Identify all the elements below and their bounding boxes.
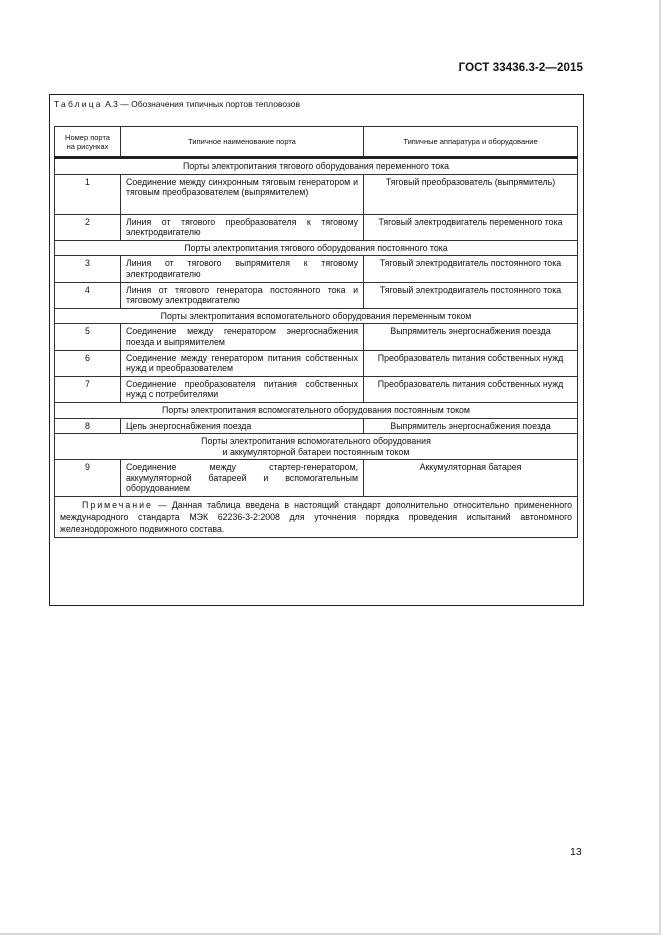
port-equipment: Тяговый электродвигатель переменного тока: [364, 214, 578, 240]
port-name: Линия от тягового генератора постоянного тока и тяговому электродвигателю: [121, 282, 364, 308]
table-caption-label: Таблица: [54, 99, 103, 109]
port-number: 3: [55, 256, 121, 282]
page-number: 13: [570, 846, 582, 858]
port-name: Линия от тягового преобразователя к тяговому электродвигателю: [121, 214, 364, 240]
port-number: 5: [55, 324, 121, 350]
note-text: — Данная таблица введена в настоящий стандарт дополнительно относительно примененного международного стандарта МЭК 62236-3-2:2008 для уточнения порядка проведения испытаний автономного железнодорожного подвижного состава.: [60, 500, 572, 535]
section-row: [55, 158, 578, 175]
port-equipment: Выпрямитель энергоснабжения поезда: [364, 324, 578, 350]
section-title: Порты электропитания тягового оборудования постоянного тока: [55, 240, 578, 256]
port-name: Соединение между генератором энергоснабжения поезда и выпрямителем: [121, 324, 364, 350]
port-name: Соединение между стартер-генератором, аккумуляторной батареей и вспомогательным оборудованием: [121, 460, 364, 497]
section-row: [55, 402, 578, 418]
section-title: Порты электропитания вспомогательного оборудования постоянным током: [55, 402, 578, 418]
table-caption-text: А.3 — Обозначения типичных портов тепловозов: [105, 99, 301, 109]
table-row: [55, 174, 578, 214]
port-equipment: Тяговый электродвигатель постоянного тока: [364, 256, 578, 282]
port-equipment: Выпрямитель энергоснабжения поезда: [364, 418, 578, 434]
table-row: [55, 282, 578, 308]
port-equipment: Преобразователь питания собственных нужд: [364, 350, 578, 376]
note-label: Примечание: [82, 500, 153, 511]
port-number: 2: [55, 214, 121, 240]
port-number: 9: [55, 460, 121, 497]
port-name: Соединение между синхронным тяговым генератором и тяговым преобразователем (выпрямителем): [121, 174, 364, 214]
port-equipment: Преобразователь питания собственных нужд: [364, 376, 578, 402]
section-title-line: Порты электропитания вспомогательного оборудования: [201, 436, 431, 447]
port-name: Цепь энергоснабжения поезда: [121, 418, 364, 434]
section-title: Порты электропитания тягового оборудования переменного тока: [55, 158, 578, 175]
section-title: [55, 434, 578, 460]
table-row: [55, 256, 578, 282]
port-equipment: Тяговый электродвигатель постоянного тока: [364, 282, 578, 308]
section-row: [55, 434, 578, 460]
table-row: [55, 350, 578, 376]
port-number: 1: [55, 174, 121, 214]
section-row: [55, 308, 578, 324]
port-name: Линия от тягового выпрямителя к тяговому электродвигателю: [121, 256, 364, 282]
port-number: 4: [55, 282, 121, 308]
section-row: [55, 240, 578, 256]
port-number: 7: [55, 376, 121, 402]
column-header-equipment: Типичные аппаратура и оборудование: [364, 127, 578, 158]
table-header-row: [55, 127, 578, 158]
port-equipment: Тяговый преобразователь (выпрямитель): [364, 174, 578, 214]
table-row: [55, 460, 578, 497]
document-code: ГОСТ 33436.3-2—2015: [458, 62, 583, 74]
section-title: Порты электропитания вспомогательного оборудования переменным током: [55, 308, 578, 324]
section-title-line: и аккумуляторной батареи постоянным током: [222, 446, 410, 457]
port-number: 8: [55, 418, 121, 434]
port-number: 6: [55, 350, 121, 376]
table-row: [55, 324, 578, 350]
column-header-port: Типичное наименование порта: [121, 127, 364, 158]
port-name: Соединение между генератором питания собственных нужд и преобразователем: [121, 350, 364, 376]
table-note: [55, 497, 578, 538]
note-row: [55, 497, 578, 538]
table-row: [55, 376, 578, 402]
port-equipment: Аккумуляторная батарея: [364, 460, 578, 497]
table-row: [55, 214, 578, 240]
port-name: Соединение преобразователя питания собственных нужд с потребителями: [121, 376, 364, 402]
ports-table: [54, 126, 578, 538]
table-row: [55, 418, 578, 434]
column-header-number: Номер порта на рисунках: [55, 127, 121, 158]
table-caption: [54, 99, 300, 109]
